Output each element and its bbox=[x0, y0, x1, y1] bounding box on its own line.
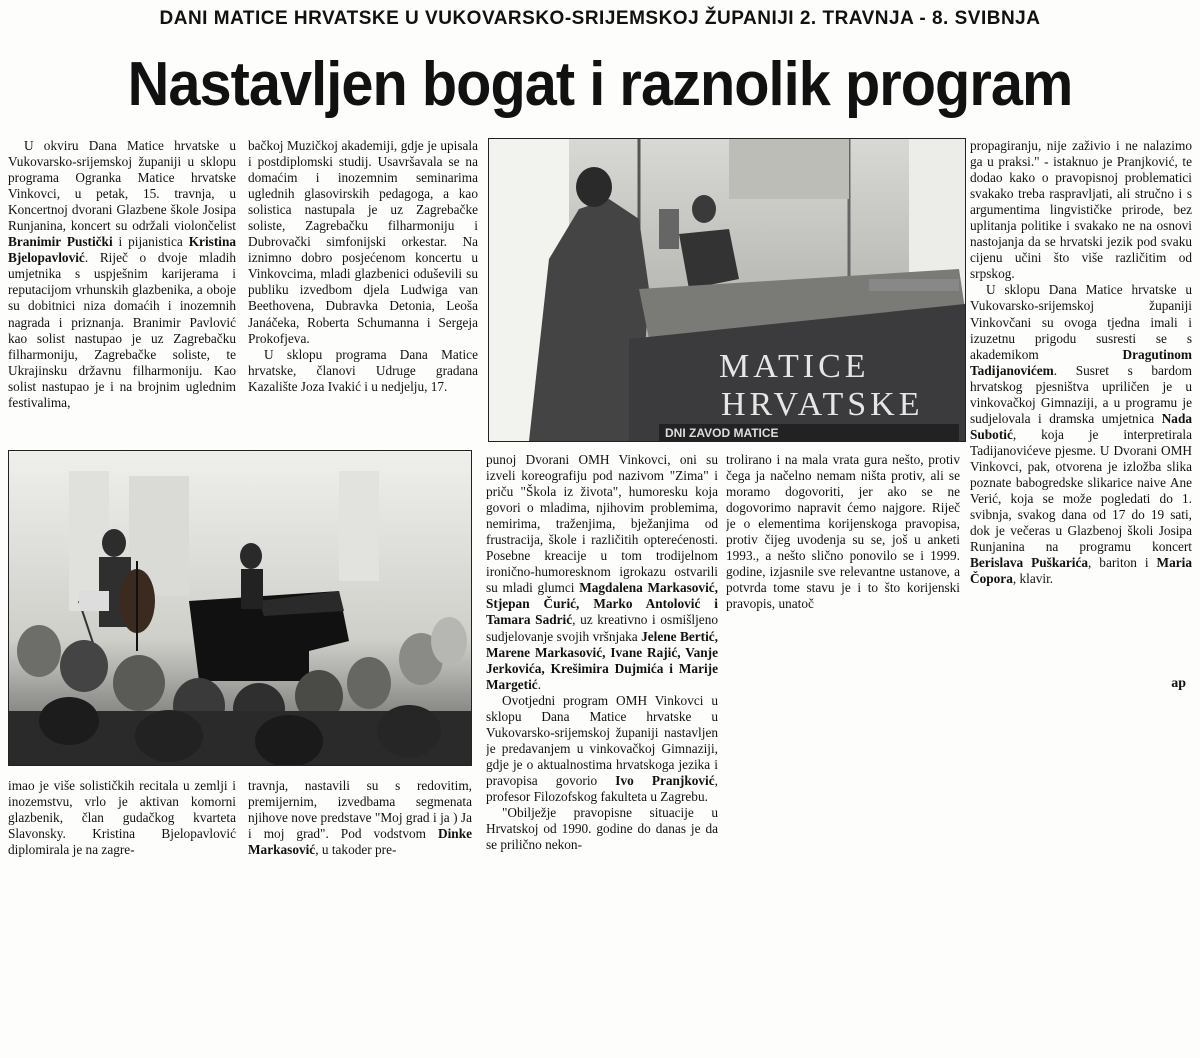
bold-names: Jelene Bertić, Marene Markasović, Ivane Rajić, Vanje Jerkovića, Krešimira Dujmića i Marije Margetić bbox=[486, 628, 718, 692]
photo-booth-image bbox=[489, 139, 965, 441]
bold-names: Magdalena Markasović, Stjepan Čurić, Marko Antolović i Tamara Sadrić bbox=[486, 580, 718, 628]
byline: ap bbox=[1171, 676, 1186, 691]
paragraph: propagiranju, nije zaživio i ne nalazimo ga u praksi." - istaknuo je Pranjković, te dodao kako o pravopisnoj problematici svakako treba raspravljati, ali stručno i s argumentima lingvističke prirode, bez uplitanja politike i svakako ne na osnovi nastojanja da se hrvatski jezik pod svaku cijenu učini što više različitim od srpskog. bbox=[970, 138, 1192, 282]
bold-name: Branimir Pustički bbox=[8, 234, 113, 250]
paragraph: imao je više solističkih recitala u zemlji i inozemstvu, vrlo je aktivan komorni glazbenik, član gudačkog kvarteta Slavonsky. Kristina Bjelopavlović diplomirala je na zagre- bbox=[8, 778, 236, 858]
paragraph: U sklopu Dana Matice hrvatske u Vukovarsko-srijemskoj županiji Vinkovčani su ovoga tjedna imali i izuzetnu prigodu susresti se s akademikom Dragutinom Tadijanovićem. Susret s bardom hrvatskog pjesništva upriličen je u vinkovačkoj Gimnaziji, a u programu je sudjelovala i dramska umjetnica Nada Subotić, koja je interpretirala Tadijanovićeve pjesme. U Dvorani OMH Vinkovci, pak, otvorena je izložba slika poznate babogredske slikarice naive Ane Verić, koja se može pogledati do 1. svibnja, svakog dana od 17 do 19 sati, dok je večeras u Glazbenoj školi Josipa Runjanina na programu koncert Berislava Puškarića, bariton i Maria Čopora, klavir. bbox=[970, 282, 1192, 587]
headline: Nastavljen bogat i raznolik program bbox=[127, 50, 1073, 119]
article-column-2-continued bbox=[248, 778, 472, 878]
article-column-2 bbox=[248, 138, 478, 438]
bold-name: Ivo Pranjković bbox=[615, 772, 715, 788]
bold-name: Nada Subotić bbox=[970, 410, 1192, 442]
article-column-1-continued bbox=[8, 778, 236, 878]
bold-name: Kristina Bjelopavlović bbox=[8, 234, 236, 266]
paragraph: bačkoj Muzičkoj akademiji, gdje je upisala i postdiplomski studij. Usavršavala se na domaćim i inozemnim seminarima uglednih glasovirskih pedagoga, a kao solistica nastupala je uz Zagrebačke soliste, Zagrebačku filharmoniju i Dubrovački simfonijski orkestar. Na iznimno dobro posjećenom koncertu u Vinkovcima, mladi glazbenici oduševili su publiku izvedbom djela Ludwiga van Beethovena, Dubravka Detonia, Leoša Janáčeka, Roberta Schumanna i Sergeja Prokofjeva. bbox=[248, 138, 478, 346]
paragraph: travnja, nastavili su s redovitim, premijernim, izvedbama segmenata njihove nove predstave "Moj grad i ja ) Ja i moj grad". Pod vodstvom Dinke Markasović, u takoder pre- bbox=[248, 778, 472, 858]
bold-name: Dinke Markasović bbox=[248, 826, 472, 858]
article-column-3 bbox=[486, 452, 718, 1058]
bold-name: Berislava Puškarića bbox=[970, 555, 1089, 571]
paragraph: punoj Dvorani OMH Vinkovci, oni su izveli koreografiju pod nazivom "Zima" i priču "Škola iz života", humoresku koja govori o mladima, njihovim problemima, nemirima, traženjima, bježanjima od frustracija, škole i različitih opterećenosti. Posebne kreacije u tom trodijelnom ironično-humoresknom igrokazu ostvarili su mladi glumci Magdalena Markasović, Stjepan Čurić, Marko Antolović i Tamara Sadrić, uz kreativno i osmišljeno sudjelovanje svojih vršnjaka Jelene Bertić, Marene Markasović, Ivane Rajić, Vanje Jerkovića, Krešimira Dujmića i Marije Margetić. bbox=[486, 452, 718, 692]
article-column-4 bbox=[726, 452, 960, 692]
banner-text: MATICE bbox=[719, 348, 870, 385]
photo-concert bbox=[8, 450, 472, 766]
paragraph: trolirano i na mala vrata gura nešto, protiv čega ja načelno nemam ništa protiv, ali se moramo dogovoriti, jer ako se ne dogovorimo napravit ćemo najgore. Riječ je o elementima korijenskoga pravopisa, protiv čijeg uvodenja su se, još u anketi 1993., a nešto slično ponovilo se i 1999. godine, izjasnile sve relevantne ustanove, a potvrda tome stavu je i to što korijenski pravopis, unatoč bbox=[726, 452, 960, 612]
paragraph: U okviru Dana Matice hrvatske u Vukovarsko-srijemskoj županiji u sklopu programa Ogranka Matice hrvatske Vinkovci, u petak, 15. travnja, u Koncertnoj dvorani Glazbene škole Josipa Runjanina, koncert su održali violončelist Branimir Pustički i pijanistica Kristina Bjelopavlović. Riječ o dvoje mladih umjetnika s uspješnim karijerama i reputacijom vrhunskih glazbenika, a oboje su dobitnici niza domaćih i inozemnih nagrada i priznanja. Branimir Pavlović kao solist nastupao je uz Zagrebačku filharmoniju, Zagrebačke soliste, te Ukrajinsku državnu filharmoniju. Kao solist nastupao je i na brojnim uglednim festivalima, bbox=[8, 138, 236, 410]
photo-booth bbox=[488, 138, 966, 442]
photo-concert-image bbox=[9, 451, 471, 765]
banner-strip-text: DNI ZAVOD MATICE bbox=[665, 426, 779, 440]
kicker-line: DANI MATICE HRVATSKE U VUKOVARSKO-SRIJEMSKOJ ŽUPANIJI 2. TRAVNJA - 8. SVIBNJA bbox=[159, 8, 1041, 29]
paragraph: "Obilježje pravopisne situacije u Hrvatskoj od 1990. godine do danas je da se prilično nekon- bbox=[486, 805, 718, 853]
article-column-5 bbox=[970, 138, 1192, 678]
banner-text: HRVATSKE bbox=[721, 386, 924, 423]
paragraph: Ovotjedni program OMH Vinkovci u sklopu Dana Matice hrvatske u Vukovarsko-srijemskoj županiji nastavljen je predavanjem u vinkovačkoj Gimnaziji, gdje je o aktualnostima hrvatskoga jezika i pravopisa govorio Ivo Pranjković, profesor Filozofskog fakulteta u Zagrebu. bbox=[486, 692, 718, 804]
bold-name: Maria Čopora bbox=[970, 555, 1192, 587]
article-column-1 bbox=[8, 138, 236, 438]
paragraph: U sklopu programa Dana Matice hrvatske, članovi Udruge gradana Kazalište Joza Ivakić i u nedjelju, 17. bbox=[248, 346, 478, 394]
bold-name: Dragutinom Tadijanovićem bbox=[970, 346, 1192, 378]
